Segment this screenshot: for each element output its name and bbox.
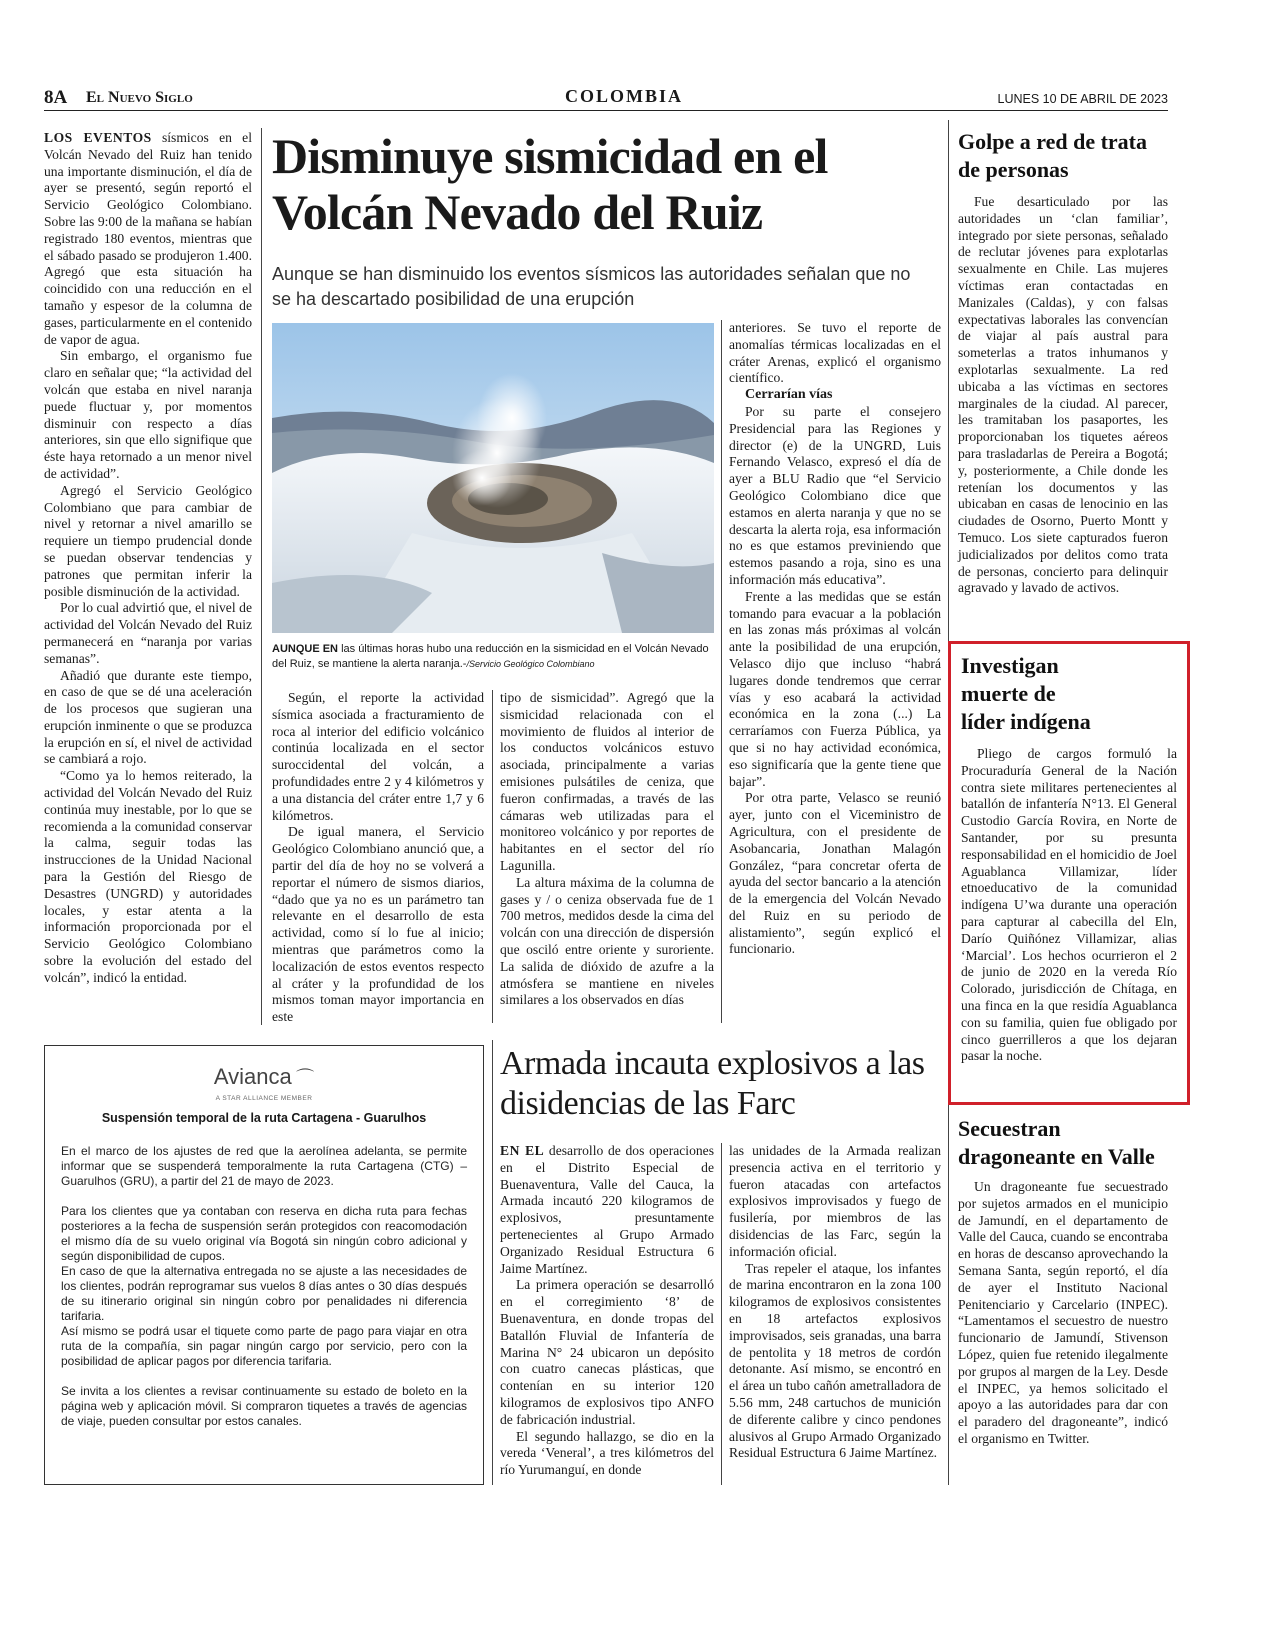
main-article-column-3 [500,690,714,1009]
caption-lead: AUNQUE EN [272,643,339,655]
trata-body: Fue desarticulado por las autoridades un ‘clan familiar’, integrado por siete personas, señalado de reclutar jóvenes para explotarlas sexualmente en Chile. Las mujeres víctimas eran contactadas en Manizales (Caldas), y con falsas expectativas laborales las convencían de viajar al país austral para someterlas a tratos inhumanos y explotarlas sexualmente. La red ubicaba a las víctimas en sectores marginales de la ciudad. Al parecer, les tramitaban los pasaportes, les proporcionaban los tiquetes aéreos para trasladarlas de Pereira a Bogotá; y, posteriormente, a Chile donde les retenían los documentos y las ubicaban en casas de lenocinio en las ciudades de Osorno, Puerto Montt y Temuco. Los siete capturados fueron judicializados por delitos como trata de personas, concierto para delinquir agravado y lavado de activos. [958,194,1168,596]
paragraph: La altura máxima de la columna de gases y / o ceniza observada fue de 1 700 metros, medidos desde la cima del volcán con una dirección de dispersión que osciló entre oriente y suroriente. La salida de dióxido de azufre a la atmósfera se mantiene en niveles similares a los observados en días [500,874,714,1008]
avianca-wordmark: Avianca [213,1064,292,1089]
section-name: COLOMBIA [565,86,684,106]
avianca-ad [44,1045,484,1485]
sidebar-lider-box [948,641,1190,1105]
caption-text: las últimas horas hubo una reducción en la sismicidad en el Volcán Nevado del Ruiz, se mantiene la alerta naranja.- [272,643,709,670]
header-rule [44,110,1168,111]
avianca-logo [45,1064,483,1090]
lider-headline-line-1: Investigan [961,653,1059,678]
volcano-crater-image [272,323,714,633]
paragraph: Por otra parte, Velasco se reunió ayer, junto con el Viceministro de Agricultura, con el presidente de Asobancaria, Jonathan Malagón González, “para concretar oferta de ayuda del sector bancario a la atención de la emergencia del Volcán Nevado del Ruiz en su periodo de alistamiento”, según explicó el funcionario. [729,790,941,957]
volcano-photo [272,323,714,633]
lider-headline-line-3: líder indígena [961,709,1091,734]
trata-headline: Golpe a red de trata de personas [958,129,1148,182]
paragraph: La primera operación se desarrolló en el corregimiento ‘8’ de Buenaventura, en donde tropas del Batallón Fluvial de Infantería de Marina N° 24 ubicaron un depósito con cuatro canecas plásticas, que contenían en su interior 120 kilogramos de explosivos tipo ANFO de fabricación industrial. [500,1277,714,1427]
photo-caption [272,642,714,672]
bird-icon: ⌒ [296,1068,315,1088]
dragoneante-headline: Secuestran dragoneante en Valle [958,1116,1155,1169]
page-number: 8A [44,87,68,108]
publication-name: El Nuevo Siglo [86,89,193,106]
lead-in: EN EL [500,1143,545,1158]
paragraph: sísmicos en el Volcán Nevado del Ruiz han tenido una importante disminución, el día de ayer se presentó, según reportó el Servicio Geológico Colombiano. Sobre las 9:00 de la mañana se habían registrado 180 eventos, mientras que el sábado pasado se produjeron 1.400. Agregó que esta situación ha coincidido con una reducción en el tamaño y espesor de la columna de gases, particularmente en el contenido de vapor de agua. [44,130,252,347]
page-date: LUNES 10 DE ABRIL DE 2023 [997,92,1168,106]
lider-headline-line-2: muerte de [961,681,1056,706]
paragraph: Tras repeler el ataque, los infantes de marina encontraron en la zona 100 kilogramos de explosivos consistentes en 18 artefactos explosivos improvisados, seis granadas, una barra de pentolita y 18 metros de cordón detonante. Así mismo, se encontró en el área un tubo cañón ametralladora de 5.56 mm, 248 cartuchos de munición de diferente calibre y cinco pendones alusivos al Grupo Armado Organizado Residual Estructura 6 Jaime Martínez. [729,1260,941,1461]
paragraph: Agregó el Servicio Geológico Colombiano que para cambiar de nivel y retornar a nivel amarillo se requiere un tiempo prudencial donde se puedan observar tendencias y patrones que permitan inferir la posible disminución de la actividad. [44,482,252,599]
subheading: Cerrarían vías [745,387,833,403]
paragraph: Según, el reporte la actividad sísmica asociada a fracturamiento de roca al interior del edificio volcánico continúa localizada en el sector suroccidental del volcán, a profundidades entre 2 y 4 kilómetros y a una distancia del cráter entre 1,7 y 6 kilómetros. [272,690,484,823]
ad-paragraph: En caso de que la alternativa entregada no se ajuste a las necesidades de los clientes, podrán reprogramar sus vuelos 8 días antes o 30 días después de su itinerario original sin ningún cobro por penalidades ni diferencia tarifaria. [61,1264,467,1323]
lead-in: LOS EVENTOS [44,130,152,145]
paragraph: anteriores. Se tuvo el reporte de anomalías térmicas localizadas en el cráter Arenas, explicó el organismo científico. [729,320,941,386]
ad-title: Suspensión temporal de la ruta Cartagena - Guarulhos [101,1111,427,1125]
paragraph: tipo de sismicidad”. Agregó que la sismicidad relacionada con el movimiento de fluidos al interior de los conductos volcánicos estuvo asociada, principalmente a varias emisiones pulsátiles de ceniza, que fueron confirmadas, a través de las cámaras web utilizadas para el monitoreo volcánico y por reportes de habitantes en el sector del río Lagunilla. [500,690,714,873]
paragraph: De igual manera, el Servicio Geológico Colombiano anunció que, a partir del día de hoy no se volverá a reportar el número de sismos diarios, “dado que ya no es un parámetro tan relevante en el desarrollo de esta actividad, como sí lo fue al inicio; mientras que parámetros como la localización de estos eventos respecto al cráter y la profundidad de los mismos toman mayor importancia en este [272,824,484,1025]
column-divider [261,128,262,1025]
paragraph: El segundo hallazgo, se dio en la vereda ‘Veneral’, a tres kilómetros del río Yurumanguí, en donde [500,1428,714,1478]
paragraph: las unidades de la Armada realizan presencia activa en el territorio y fueron atacadas con artefactos explosivos improvisados y fuego de fusilería, por miembros de las disidencias de las Farc, según la información oficial. [729,1143,941,1259]
main-headline: Disminuye sismicidad en el Volcán Nevado del Ruiz [272,128,828,240]
paragraph: Añadió que durante este tiempo, en caso de que se dé una aceleración de los procesos que sugieran una erupción inminente o que se produzca la erupción en sí, el nivel de actividad se cambiará a rojo. [44,667,252,767]
armada-column-1 [500,1143,714,1479]
photo-credit: /Servicio Geológico Colombiano [466,659,595,669]
main-article-column-4 [729,320,941,958]
paragraph: Por su parte el consejero Presidencial para las Regiones y director (e) de la UNGRD, Luis Fernando Velasco, expresó el día de ayer a BLU Radio que “el Servicio Geológico Colombiano dice que estamos en alerta naranja y que no se descarta la alerta roja, esa información no es que estamos previniendo que estemos pasando a roja, sino es una información más educativa”. [729,403,941,587]
dragoneante-body: Un dragoneante fue secuestrado por sujetos armados en el municipio de Jamundí, en el departamento de Valle del Cauca, cuando se encontraba en horas de descanso aprovechando la Semana Santa, según reportó, el día de ayer el Instituto Nacional Penitenciario y Carcelario (INPEC). “Lamentamos el secuestro de nuestro funcionario de Jamundí, Stivenson López, quien fue retenido ilegalmente por grupos al margen de la Ley. Desde el INPEC, ya hemos solicitado el apoyo a las autoridades para dar con el paradero del dragoneante”, indicó el organismo en Twitter. [958,1179,1168,1446]
ad-body [61,1144,467,1429]
main-article-column-2 [272,690,484,1026]
main-subtitle: Aunque se han disminuido los eventos sísmicos las autoridades señalan que no se ha descartado posibilidad de una erupción [272,264,911,309]
armada-column-2 [729,1143,941,1462]
ad-paragraph: Para los clientes que ya contaban con reserva en dicha ruta para fechas posteriores a la fecha de suspensión serán protegidos con reacomodación el mismo día de su vuelo original vía Bogotá sin ningún cobro adicional y según disponibilidad de cupos. [61,1204,467,1263]
sidebar-dragoneante [958,1115,1168,1448]
column-divider [492,1040,493,1485]
column-divider [492,690,493,1023]
star-alliance-text: A STAR ALLIANCE MEMBER [215,1095,313,1102]
column-divider [721,320,722,1023]
ad-paragraph: Se invita a los clientes a revisar continuamente su estado de boleto en la página web y aplicación móvil. Si compraron tiquetes a través de agencias de viaje, pueden consultar por estos canales. [61,1384,467,1428]
paragraph: Frente a las medidas que se están tomando para evacuar a la población en las zonas más próximas al volcán ante la posibilidad de una erupción, Velasco dijo que incluso “habrá lugares donde tendremos que cerrar vías y eso acabará la actividad económica en la zona (...) La cerraríamos con Fuerza Pública, ya que si no hay actividad económica, eso significaría que la gente tiene que bajar”. [729,588,941,789]
paragraph: Sin embargo, el organismo fue claro en señalar que; “la actividad del volcán que estaba en nivel naranja puede fluctuar y, por momentos disminuir con respecto a días anteriores, sin que ello signifique que éste haya retornado a un menor nivel de actividad”. [44,348,252,481]
paragraph: Por lo cual advirtió que, el nivel de actividad del Volcán Nevado del Ruiz permanecerá en “naranja por varias semanas”. [44,600,252,666]
sidebar-trata [958,128,1168,597]
main-article-column-1 [44,130,252,987]
paragraph: desarrollo de dos operaciones en el Distrito Especial de Buenaventura, Valle del Cauca, la Armada incautó 220 kilogramos de explosivos, presuntamente pertenecientes al Grupo Armado Organizado Residual Estructura 6 Jaime Martínez. [500,1143,714,1276]
column-divider [721,1143,722,1485]
ad-paragraph: En el marco de los ajustes de red que la aerolínea adelanta, se permite informar que se suspenderá temporalmente la ruta Cartagena (CTG) – Guarulhos (GRU), a partir del 21 de mayo de 2023. [61,1144,467,1188]
ad-paragraph: Así mismo se podrá usar el tiquete como parte de pago para viajar en otra ruta de la compañía, sin pagar ningún cargo por servicio, pero con la posibilidad de aplicar pagos por diferencia tarifaria. [61,1324,467,1368]
lider-body: Pliego de cargos formuló la Procuraduría General de la Nación contra siete militares pertenecientes al batallón de infantería N°13. El General Custodio García Rovira, en Norte de Santander, por su presunta responsabilidad en el homicidio de Joel Aguablanca Villamizar, líder etnoeducativo de la comunidad indígena U’wa durante una operación para capturar al cabecilla del Eln, Darío Quiñónez Villamizar, alias ‘Marcial’. Los hechos ocurrieron el 2 de junio de 2020 en la vereda Río Colorado, jurisdicción de Chítaga, en una finca en la que residía Aguablanca con su familia, quien fue obligado por cinco guerrilleros a que los dejaran pasar la noche. [961,746,1177,1064]
paragraph: “Como ya lo hemos reiterado, la actividad del Volcán Nevado del Ruiz continúa muy inestable, por lo que se recomienda a la comunidad conservar la calma, seguir todas las instrucciones de la Unidad Nacional para la Gestión del Riesgo de Desastres (UNGRD) y autoridades locales, y estar atenta a la información proporcionada por el Servicio Geológico Colombiano sobre la evolución del estado del volcán”, indicó la entidad. [44,768,252,985]
armada-headline: Armada incauta explosivos a las disidencias de las Farc [500,1045,925,1122]
